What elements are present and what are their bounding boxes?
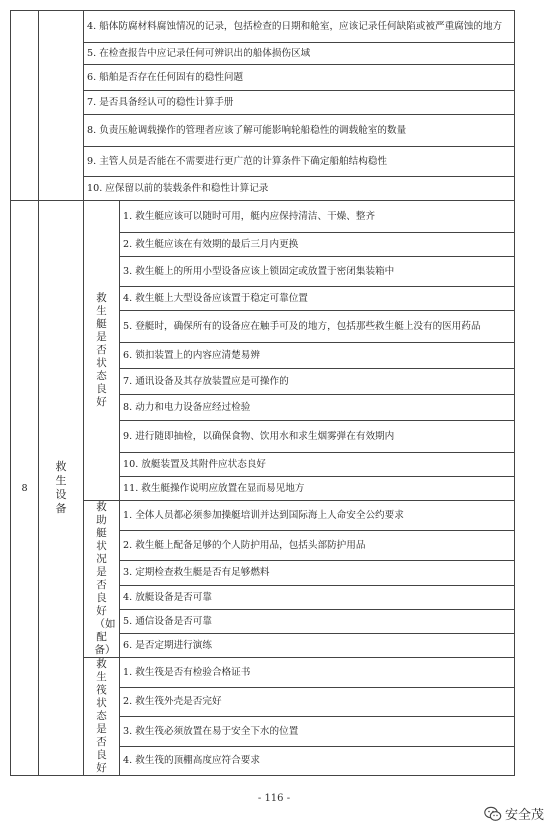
item-cell: 7. 是否具备经认可的稳性计算手册 [84,91,515,115]
table-row [11,65,515,91]
item-cell: 5. 在检查报告中应记录任何可辨识出的船体损伤区域 [84,43,515,65]
item-cell: 6. 船舶是否存在任何固有的稳性问题 [84,65,515,91]
item-cell: 4. 放艇设备是否可靠 [120,585,515,609]
table-row [11,43,515,65]
item-cell: 6. 是否定期进行演练 [120,633,515,657]
page-number: - 116 - [257,793,291,804]
watermark-text: 安全茂 [504,808,544,823]
group-label-lifeboat: 救生艇是否状态良好 [84,201,120,501]
item-cell: 4. 救生筏的顶棚高度应符合要求 [120,746,515,776]
category-cell [39,11,84,201]
item-cell: 2. 救生艇应该在有效期的最后三月内更换 [120,233,515,257]
watermark [484,804,544,823]
category-label: 救生设备 [39,201,84,776]
table-row [11,147,515,177]
section-number: 8 [11,201,39,776]
item-cell: 8. 负责压舱调载操作的管理者应该了解可能影响轮船稳性的调载舱室的数量 [84,115,515,147]
item-cell: 1. 救生艇应该可以随时可用，艇内应保持清洁、干燥、整齐 [120,201,515,233]
item-cell: 4. 船体防腐材料腐蚀情况的记录，包括检查的日期和舱室，应该记录任何缺陷或被严重腐蚀的地方 [84,11,515,43]
section-number-cell [11,11,39,201]
item-cell: 2. 救生艇上配备足够的个人防护用品，包括头部防护用品 [120,531,515,561]
item-cell: 1. 救生筏是否有检验合格证书 [120,658,515,688]
table-row [11,11,515,43]
table-row [11,177,515,201]
group-label-rescue-boat: 救助艇状况是否良好（如配备） [84,501,120,658]
item-cell: 3. 救生艇上的所用小型设备应该上锁固定或放置于密闭集装箱中 [120,257,515,287]
item-cell: 10. 放艇装置及其附件应状态良好 [120,453,515,477]
item-cell: 2. 救生筏外壳是否完好 [120,687,515,717]
item-cell: 9. 主管人员是否能在不需要进行更广范的计算条件下确定船舶结构稳性 [84,147,515,177]
table-row [11,501,515,531]
group-label-life-raft: 救生筏状态是否良好 [84,658,120,776]
inspection-table [10,10,515,776]
item-cell: 5. 通信设备是否可靠 [120,609,515,633]
item-cell: 8. 动力和电力设备应经过检验 [120,395,515,421]
wechat-icon [484,806,502,822]
item-cell: 5. 登艇时，确保所有的设备应在触手可及的地方，包括那些救生艇上没有的医用药品 [120,311,515,343]
table-row [11,115,515,147]
item-cell: 1. 全体人员都必须参加操艇培训并达到国际海上人命安全公约要求 [120,501,515,531]
item-cell: 3. 救生筏必须放置在易于安全下水的位置 [120,717,515,747]
item-cell: 11. 救生艇操作说明应放置在显而易见地方 [120,477,515,501]
item-cell: 6. 锁扣装置上的内容应清楚易辨 [120,343,515,369]
item-cell: 7. 通讯设备及其存放装置应是可操作的 [120,369,515,395]
item-cell: 10. 应保留以前的装载条件和稳性计算记录 [84,177,515,201]
table-row [11,91,515,115]
item-cell: 3. 定期检查救生艇是否有足够燃料 [120,561,515,585]
table-row [11,658,515,688]
item-cell: 4. 救生艇上大型设备应该置于稳定可靠位置 [120,287,515,311]
table-row [11,201,515,233]
item-cell: 9. 进行随即抽检，以确保食物、饮用水和求生烟雾弹在有效期内 [120,421,515,453]
